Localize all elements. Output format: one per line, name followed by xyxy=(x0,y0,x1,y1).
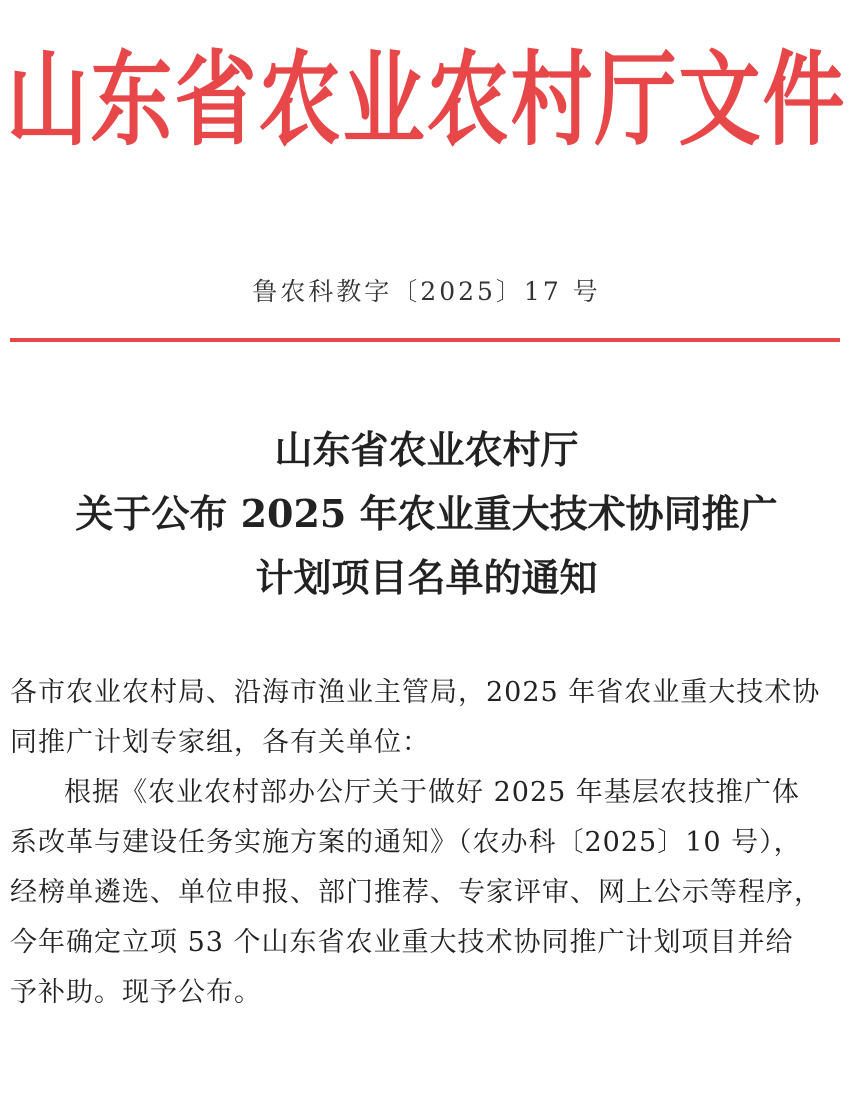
addressee-line-2: 同推广计划专家组，各有关单位： xyxy=(10,727,430,758)
body-paragraph-1 xyxy=(10,768,840,868)
paragraph-1-line-2: 系改革与建设任务实施方案的通知》（农办科〔2025〕10 号）， xyxy=(10,827,802,858)
paragraph-1-line-4: 今年确定立项 53 个山东省农业重大技术协同推广计划项目并给 xyxy=(10,927,794,958)
addressee xyxy=(10,668,840,768)
document-number: 鲁农科教字〔2025〕17 号 xyxy=(252,277,601,306)
notice-title-line-2: 关于公布 2025 年农业重大技术协同推广 xyxy=(75,491,778,536)
notice-title-line-1: 山东省农业农村厅 xyxy=(274,427,579,472)
paragraph-1-line-5: 予补助。现予公布。 xyxy=(10,977,262,1008)
paragraph-1-line-1: 根据《农业农村部办公厅关于做好 2025 年基层农技推广体 xyxy=(64,777,800,808)
notice-title-line-3: 计划项目名单的通知 xyxy=(255,555,598,600)
paragraph-1-line-3: 经榜单遴选、单位申报、部门推荐、专家评审、网上公示等程序， xyxy=(10,877,822,908)
notice-title xyxy=(0,418,853,610)
red-divider-line xyxy=(10,338,840,342)
body-paragraph-1-continued xyxy=(10,868,840,1018)
addressee-line-1: 各市农业农村局、沿海市渔业主管局，2025 年省农业重大技术协 xyxy=(10,677,821,708)
notice-body xyxy=(10,668,840,1018)
red-header-title: 山东省农业农村厅文件 xyxy=(6,41,847,160)
